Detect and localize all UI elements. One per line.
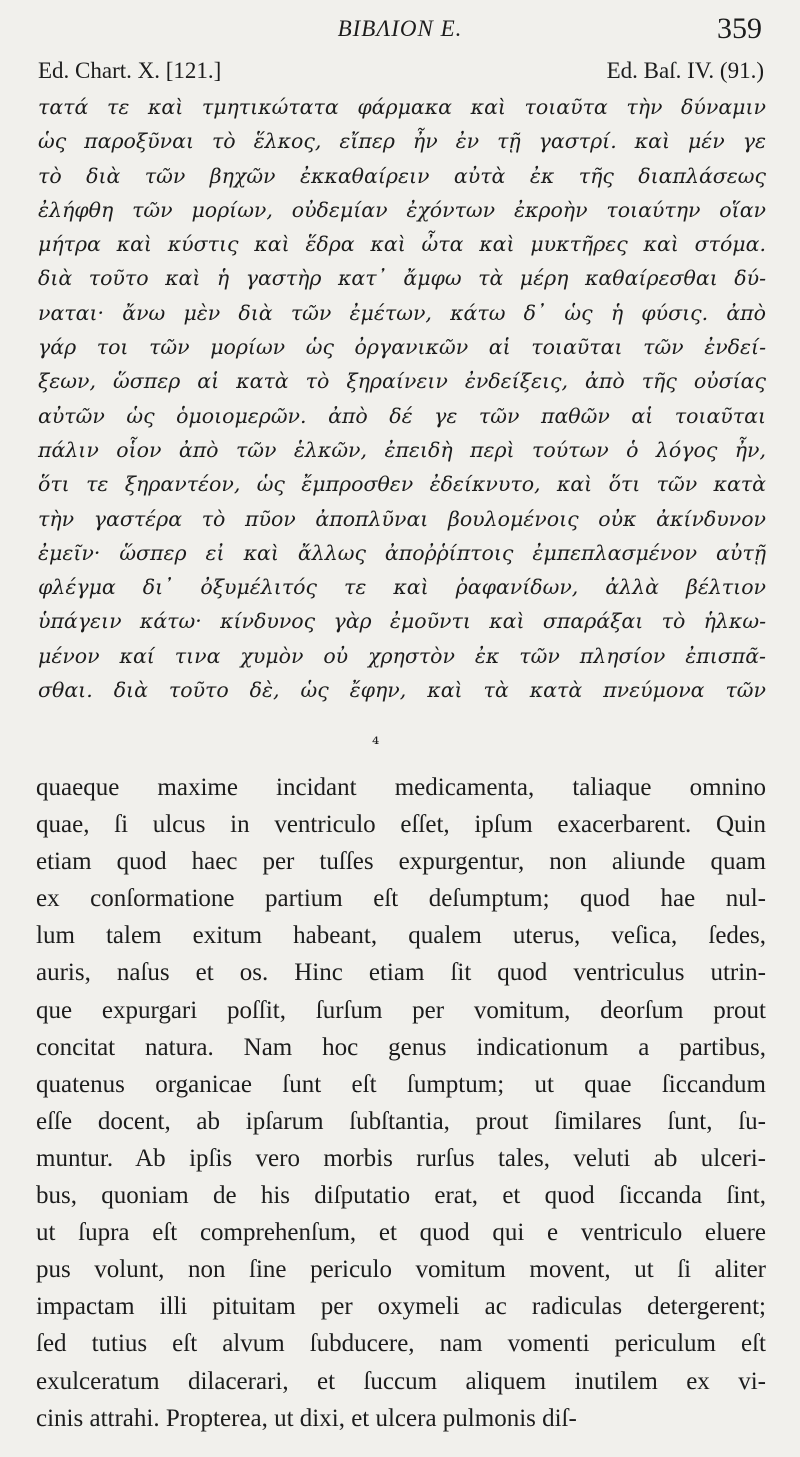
greek-text-line: σθαι. διὰ τοῦτο δὲ, ὡς ἔφην, καὶ τὰ κατὰ πνεύμονα τῶν (38, 678, 766, 703)
page-number: 359 (717, 12, 762, 45)
latin-text-line: eſſe docent, ab ipſarum ſubſtantia, prout ſimilares ſunt, ſu- (36, 1107, 766, 1135)
greek-text-line: ἐμεῖν· ὥσπερ εἰ καὶ ἄλλως ἀποῤῥίπτοις ἐμπεπλασμένον αὐτῇ (38, 540, 766, 565)
greek-text-line: τὸ διὰ τῶν βηχῶν ἐκκαθαίρειν αὐτὰ ἐκ τῆς διαπλάσεως (38, 163, 766, 188)
latin-text-line: auris, naſus et os. Hinc etiam ſit quod ventriculus utrin- (36, 959, 766, 987)
greek-text-line: ὡς παροξῦναι τὸ ἕλκος, εἴπερ ἦν ἐν τῇ γαστρί. καὶ μέν γε (38, 129, 766, 154)
latin-text-line: ſed tutius eſt alvum ſubducere, nam vomenti periculum eſt (36, 1330, 766, 1358)
latin-text-line: impactam illi pituitam per oxymeli ac radiculas detergerent; (36, 1293, 766, 1321)
latin-text-line: quae, ſi ulcus in ventriculo eſſet, ipſum exacerbarent. Quin (36, 811, 766, 839)
greek-text-line: μένον καί τινα χυμὸν οὐ χρηστὸν ἐκ τῶν πλησίον ἐπισπᾶ- (38, 643, 766, 668)
greek-text-line: ὅτι τε ξηραντέον, ὡς ἔμπροσθεν ἐδείκνυτο, καὶ ὅτι τῶν κατὰ (38, 472, 766, 497)
latin-text-line: concitat natura. Nam hoc genus indicationum a partibus, (36, 1033, 766, 1061)
latin-text-line: ex conſormatione partium eſt deſumptum; quod hae nul- (36, 885, 766, 913)
section-divider-mark: ⁴ (372, 734, 380, 755)
greek-text-line: τατά τε καὶ τμητικώτατα φάρμακα καὶ τοιαῦτα τὴν δύναμιν (38, 95, 766, 119)
edition-references (38, 58, 764, 88)
latin-text-line: bus, quoniam de his diſputatio erat, et quod ſiccanda ſint, (36, 1182, 766, 1210)
latin-text-line: que expurgari poſſit, ſurſum per vomitum, deorſum prout (36, 996, 766, 1024)
greek-text-line: ὑπάγειν κάτω· κίνδυνος γὰρ ἐμοῦντι καὶ σπαράξαι τὸ ἡλκω- (38, 609, 766, 634)
latin-text-line: lum talem exitum habeant, qualem uterus, veſica, ſedes, (36, 922, 766, 950)
latin-text-line: ut ſupra eſt comprehenſum, et quod qui e ventriculo eluere (36, 1219, 766, 1247)
latin-text-line: cinis attrahi. Propterea, ut dixi, et ulcera pulmonis diſ- (36, 1404, 577, 1432)
greek-text-line: φλέγμα δι᾽ ὀξυμέλιτός τε καὶ ῥαφανίδων, ἀλλὰ βέλτιον (38, 575, 766, 600)
edition-basel-reference: Ed. Baſ. IV. (91.) (606, 58, 764, 83)
edition-chartier-reference: Ed. Chart. X. [121.] (38, 58, 222, 83)
latin-text-line: quatenus organicae ſunt eſt ſumptum; ut quae ſiccandum (36, 1070, 766, 1098)
latin-text-line: etiam quod haec per tuſſes expurgentur, non aliunde quam (36, 848, 766, 876)
greek-text-line: πάλιν οἷον ἀπὸ τῶν ἑλκῶν, ἐπειδὴ περὶ τούτων ὁ λόγος ἦν, (38, 437, 766, 462)
latin-text-line: exulceratum dilacerari, et ſuccum aliquem inutilem ex vi- (36, 1367, 766, 1395)
running-title: ΒΙΒΛΙΟΝ Ε. (337, 16, 463, 41)
greek-text-line: ξεων, ὥσπερ αἱ κατὰ τὸ ξηραίνειν ἐνδείξεις, ἀπὸ τῆς οὐσίας (38, 369, 766, 394)
latin-translation-block (36, 769, 766, 1437)
greek-text-line: τὴν γαστέρα τὸ πῦον ἀποπλῦναι βουλομένοις οὐκ ἀκίνδυνον (38, 506, 766, 531)
greek-text-line: ἐλήφθη τῶν μορίων, οὐδεμίαν ἐχόντων ἐκροὴν τοιαύτην οἵαν (38, 197, 766, 222)
greek-text-line: ναται· ἄνω μὲν διὰ τῶν ἐμέτων, κάτω δ᾽ ὡς ἡ φύσις. ἀπὸ (38, 300, 766, 325)
latin-text-line: muntur. Ab ipſis vero morbis rurſus tales, veluti ab ulceri- (36, 1144, 766, 1172)
greek-text-line: διὰ τοῦτο καὶ ἡ γαστὴρ κατ᾽ ἄμφω τὰ μέρη καθαίρεσθαι δύ- (38, 266, 766, 291)
latin-text-line: pus volunt, non ſine periculo vomitum movent, ut ſi aliter (36, 1256, 766, 1284)
running-head (0, 10, 800, 50)
greek-text-line: αὐτῶν ὡς ὁμοιομερῶν. ἀπὸ δέ γε τῶν παθῶν αἱ τοιαῦται (38, 403, 766, 428)
greek-text-line: μήτρα καὶ κύστις καὶ ἕδρα καὶ ὦτα καὶ μυκτῆρες καὶ στόμα. (38, 232, 766, 257)
latin-text-line: quaeque maxime incidant medicamenta, taliaque omnino (36, 774, 766, 801)
greek-text-block (38, 90, 766, 707)
greek-text-line: γάρ τοι τῶν μορίων ὡς ὀργανικῶν αἱ τοιαῦται τῶν ἐνδεί- (38, 335, 766, 360)
